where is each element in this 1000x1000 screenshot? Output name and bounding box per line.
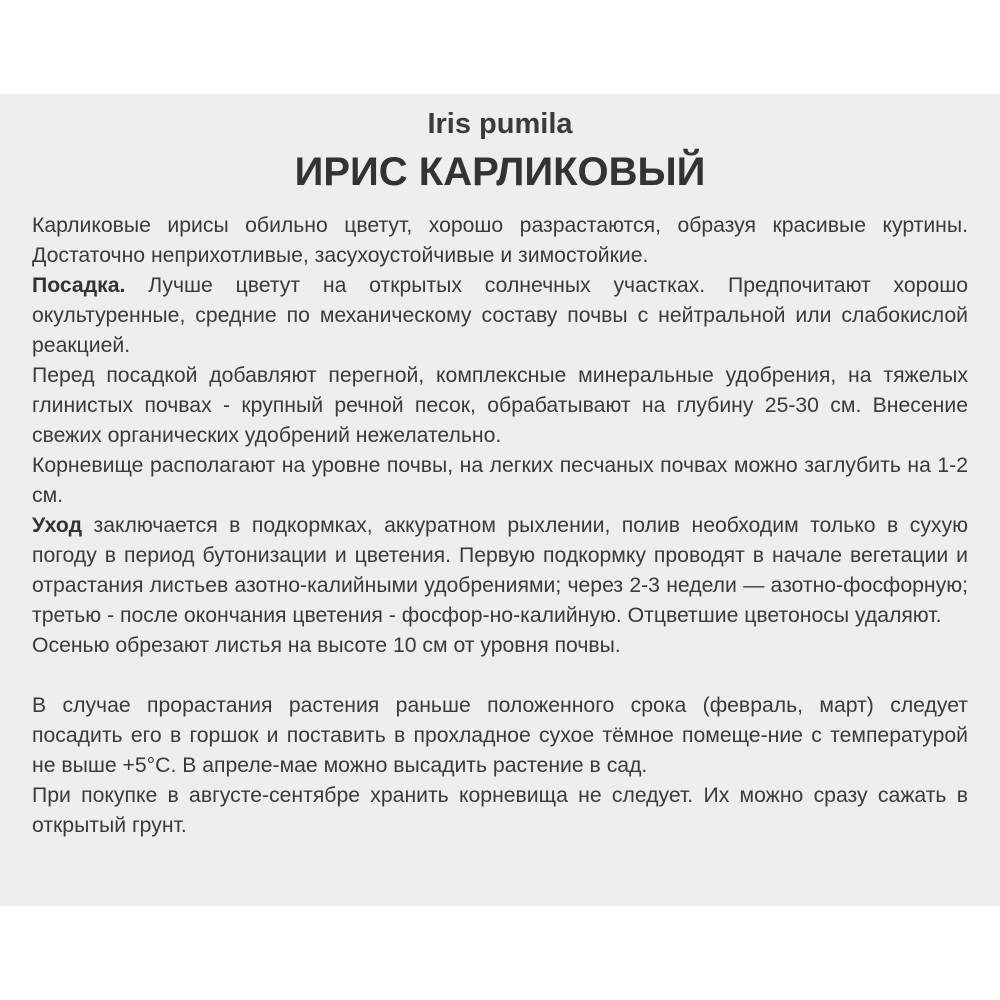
care-text: заключается в подкормках, аккуратном рыхлении, полив необходим только в сухую погоду в период бутонизации и цветения. Первую подкормку проводят в начале вегетации и отрастания листьев азотно-калийными удобрениями; через 2-3 недели — азотно-фосфорную; третью - после окончания цветения - фосфор-но-калийную. Отцветшие цветоносы удаляют. [32,514,968,627]
rhizome-paragraph: Корневище располагают на уровне почвы, на легких песчаных почвах можно заглубить на 1-2 см. [32,454,968,507]
latin-name: Iris pumila [427,108,573,140]
instruction-card [0,94,1000,906]
soil-prep-paragraph: Перед посадкой добавляют перегной, комплексные минеральные удобрения, на тяжелых глинистых почвах - крупный речной песок, обрабатывают на глубину 25-30 см. Внесение свежих органических удобрений нежелательно. [32,364,968,447]
intro-paragraph: Карликовые ирисы обильно цветут, хорошо разрастаются, образуя красивые куртины. Достаточно неприхотливые, засухоустойчивые и зимостойкие. [32,214,968,267]
paragraph-spacer [32,661,968,691]
page-title: ИРИС КАРЛИКОВЫЙ [294,150,706,194]
planting-heading: Посадка. [32,274,126,297]
care-heading: Уход [32,514,83,537]
planting-paragraph [32,271,968,361]
purchase-paragraph: При покупке в августе-сентябре хранить корневища не следует. Их можно сразу сажать в открытый грунт. [32,784,968,837]
planting-text: Лучше цветут на открытых солнечных участках. Предпочитают хорошо окультуренные, средние по механическому составу почвы с нейтральной или слабокислой реакцией. [32,274,968,357]
autumn-paragraph: Осенью обрезают листья на высоте 10 см от уровня почвы. [32,634,621,657]
document-body [32,211,968,841]
early-sprout-paragraph: В случае прорастания растения раньше положенного срока (февраль, март) следует посадить его в горшок и поставить в прохладное сухое тёмное помеще-ние с температурой не выше +5°С. В апреле-мае можно высадить растение в сад. [32,694,968,777]
care-paragraph [32,511,968,631]
